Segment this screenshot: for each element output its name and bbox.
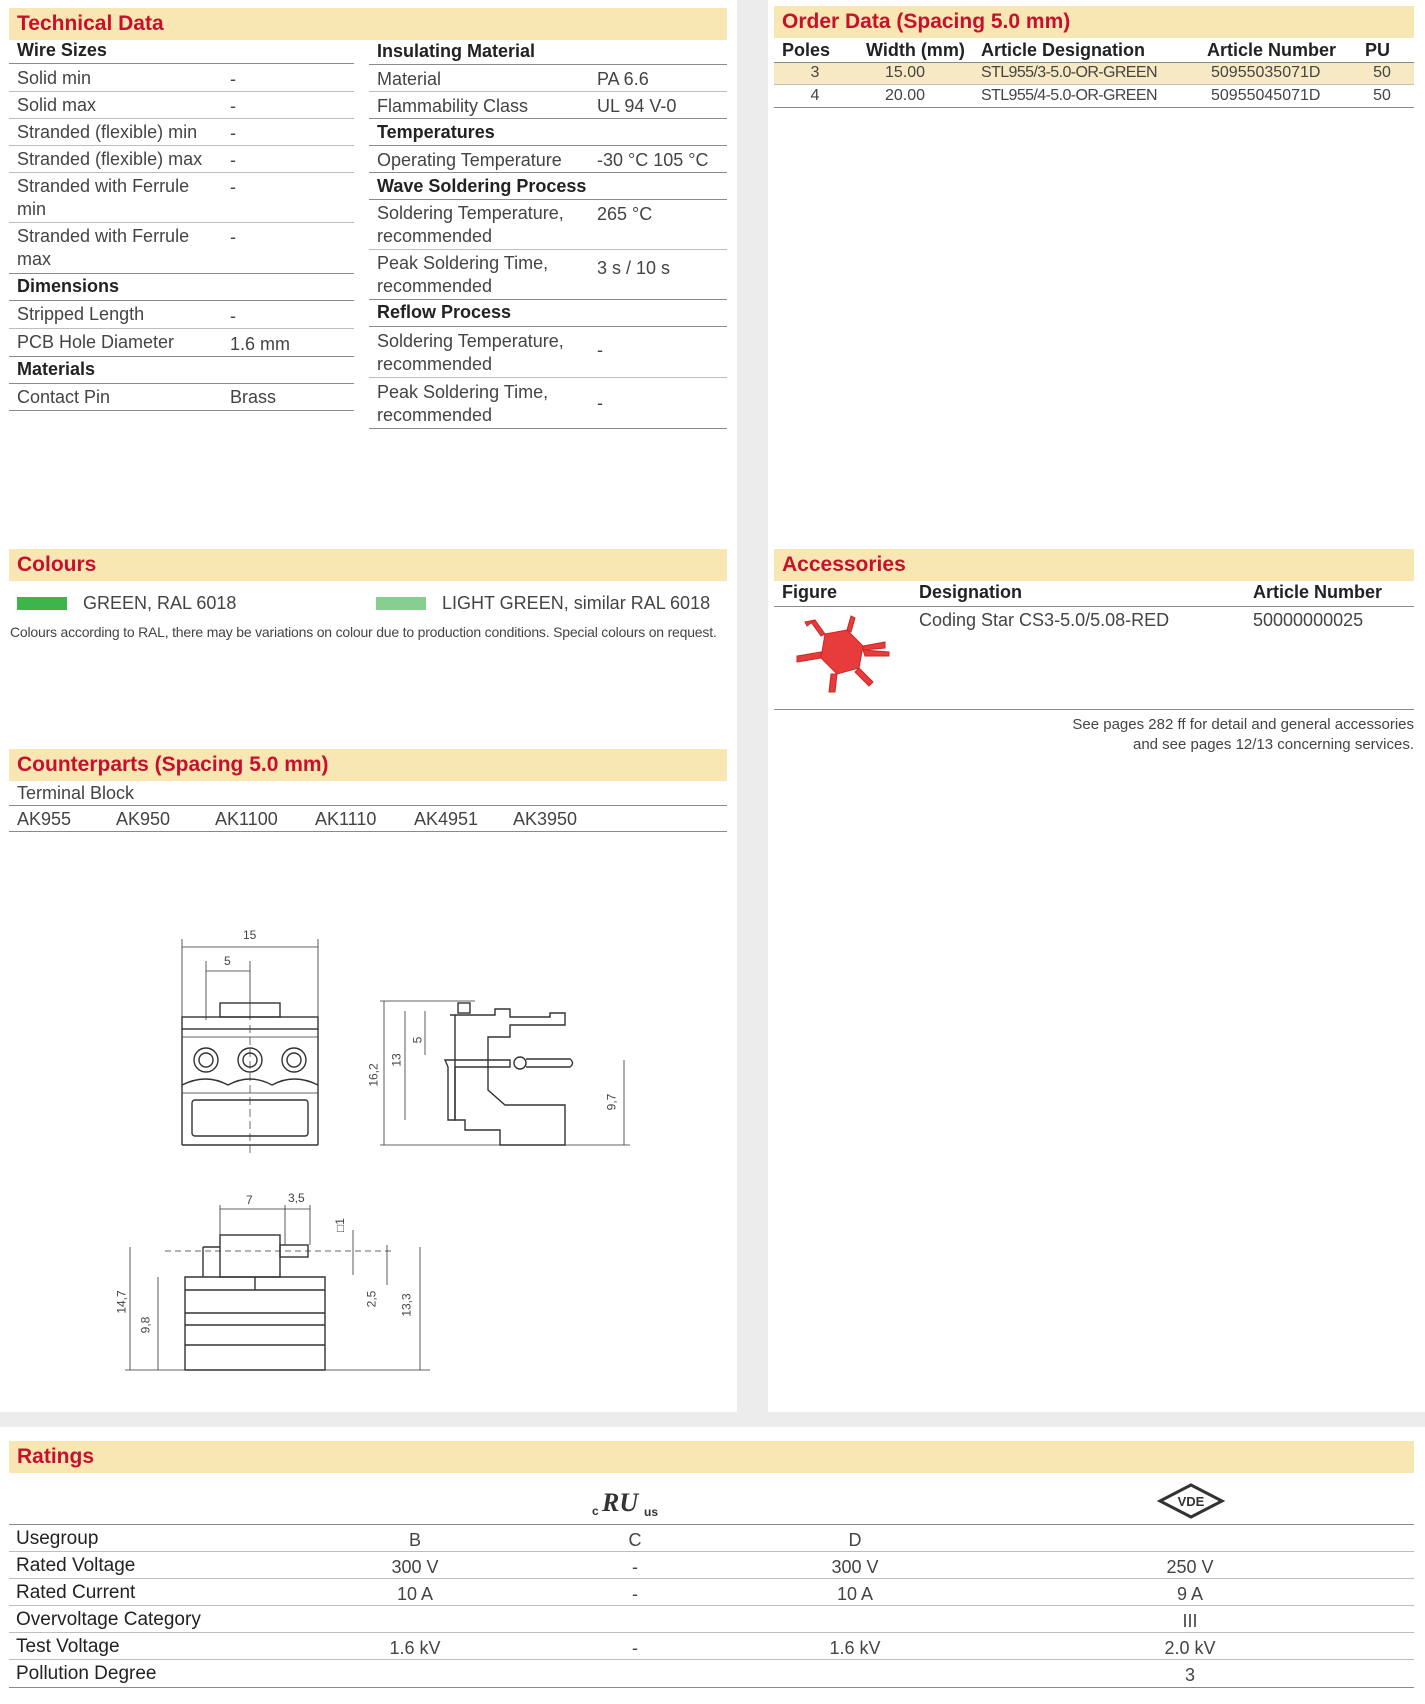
bottom-dim-98: 9,8 xyxy=(138,1316,153,1334)
temperatures-heading: Temperatures xyxy=(377,122,495,142)
order-header-designation: Article Designation xyxy=(981,40,1146,60)
ratings-usegroup-label: Usegroup xyxy=(16,1528,99,1549)
ratings-current-b: 10 A xyxy=(396,1584,434,1604)
contact-pin-label: Contact Pin xyxy=(17,387,111,407)
reflow-temp-label-2: recommended xyxy=(377,354,493,374)
insulating-heading: Insulating Material xyxy=(377,41,536,61)
side-view-drawing xyxy=(380,995,630,1150)
green-label: GREEN, RAL 6018 xyxy=(83,593,237,613)
stranded-min-label: Stranded (flexible) min xyxy=(17,122,198,142)
order-header-article: Article Number xyxy=(1207,40,1337,60)
ratings-current-c: - xyxy=(632,1584,638,1604)
front-pitch-dim: 5 xyxy=(224,954,231,968)
solid-max-value: - xyxy=(230,96,236,116)
wave-time-label-1: Peak Soldering Time, xyxy=(377,253,549,273)
bottom-dim-35: 3,5 xyxy=(288,1191,305,1205)
counterparts-subheading: Terminal Block xyxy=(17,783,135,803)
materials-heading: Materials xyxy=(17,359,96,379)
reflow-temp-value: - xyxy=(597,340,603,360)
ratings-test-voltage-label: Test Voltage xyxy=(16,1636,120,1657)
pcb-hole-label: PCB Hole Diameter xyxy=(17,332,175,352)
order-row-2-designation: STL955/4-5.0-OR-GREEN xyxy=(981,87,1157,104)
side-height-dim: 16,2 xyxy=(366,1063,381,1087)
vde-mark-icon xyxy=(1156,1482,1226,1520)
counterpart-ak955: AK955 xyxy=(17,809,72,829)
bottom-dim-147: 14,7 xyxy=(114,1290,129,1314)
ratings-voltage-b: 300 V xyxy=(391,1557,439,1577)
front-view-drawing xyxy=(170,925,330,1155)
dimensions-heading: Dimensions xyxy=(17,276,120,296)
wave-time-label-2: recommended xyxy=(377,276,493,296)
reflow-time-label-1: Peak Soldering Time, xyxy=(377,382,549,402)
ratings-voltage-d: 300 V xyxy=(831,1557,879,1577)
accessories-header-designation: Designation xyxy=(919,582,1023,602)
stranded-max-value: - xyxy=(230,150,236,170)
order-row-1-width: 15.00 xyxy=(884,64,926,81)
side-inner-dim: 13 xyxy=(389,1053,404,1067)
accessories-note-1: See pages 282 ff for detail and general accessories xyxy=(1072,716,1414,733)
ul-mark-ul: RU xyxy=(602,1488,639,1517)
ratings-current-vde: 9 A xyxy=(1176,1584,1204,1604)
ratings-overvoltage-vde: III xyxy=(1182,1611,1198,1631)
material-label: Material xyxy=(377,69,442,89)
side-top-dim: 5 xyxy=(410,1036,425,1044)
bottom-dim-133: 13,3 xyxy=(399,1293,414,1317)
ferrule-min-label-1: Stranded with Ferrule xyxy=(17,176,190,196)
material-value: PA 6.6 xyxy=(597,69,649,89)
ratings-overvoltage-label: Overvoltage Category xyxy=(16,1609,201,1630)
wave-temp-label-1: Soldering Temperature, xyxy=(377,203,564,223)
ferrule-min-value: - xyxy=(230,177,236,197)
operating-temp-label: Operating Temperature xyxy=(377,150,562,170)
ul-mark-us: us xyxy=(644,1505,659,1519)
ratings-title: Ratings xyxy=(9,1441,1414,1473)
accessories-header-figure: Figure xyxy=(782,582,838,602)
technical-data-title: Technical Data xyxy=(9,8,727,40)
green-swatch xyxy=(17,597,67,610)
coding-star-icon xyxy=(785,612,903,698)
colours-title: Colours xyxy=(9,549,727,581)
solid-max-label: Solid max xyxy=(17,95,97,115)
reflow-heading: Reflow Process xyxy=(377,302,512,322)
order-row-1-pu: 50 xyxy=(1373,64,1391,81)
contact-pin-value: Brass xyxy=(230,387,277,407)
order-row-1-article: 50955035071D xyxy=(1211,64,1321,81)
counterpart-ak1100: AK1100 xyxy=(215,809,278,829)
vde-mark-text: VDE xyxy=(1177,1494,1205,1509)
order-row-2-poles: 4 xyxy=(810,87,820,104)
bottom-view-drawing xyxy=(125,1195,430,1375)
right-panel xyxy=(768,0,1425,1412)
accessories-note-2: and see pages 12/13 concerning services. xyxy=(1132,736,1414,753)
ratings-test-voltage-d: 1.6 kV xyxy=(829,1638,881,1658)
order-row-2-pu: 50 xyxy=(1373,87,1391,104)
ratings-usegroup-b: B xyxy=(408,1530,421,1550)
pcb-hole-value: 1.6 mm xyxy=(230,334,291,354)
ratings-test-voltage-vde: 2.0 kV xyxy=(1164,1638,1216,1658)
wave-temp-label-2: recommended xyxy=(377,226,493,246)
ferrule-max-label-2: max xyxy=(17,249,52,269)
wave-temp-value: 265 °C xyxy=(597,204,653,224)
accessory-designation: Coding Star CS3-5.0/5.08-RED xyxy=(919,610,1170,630)
accessory-article-number: 50000000025 xyxy=(1253,610,1364,630)
flammability-value: UL 94 V-0 xyxy=(597,96,677,116)
ferrule-max-value: - xyxy=(230,227,236,247)
order-header-poles: Poles xyxy=(782,40,831,60)
ratings-pollution-label: Pollution Degree xyxy=(16,1663,157,1684)
light-green-label: LIGHT GREEN, similar RAL 6018 xyxy=(442,593,711,613)
ratings-test-voltage-b: 1.6 kV xyxy=(389,1638,441,1658)
order-row-2-width: 20.00 xyxy=(884,87,926,104)
bottom-dim-25: 2,5 xyxy=(364,1290,379,1308)
ferrule-max-label-1: Stranded with Ferrule xyxy=(17,226,190,246)
ratings-current-label: Rated Current xyxy=(16,1582,136,1603)
bottom-dim-1: □1 xyxy=(332,1218,347,1232)
wave-soldering-heading: Wave Soldering Process xyxy=(377,176,587,196)
solid-min-value: - xyxy=(230,69,236,89)
order-row-1-designation: STL955/3-5.0-OR-GREEN xyxy=(981,64,1157,81)
ul-mark-c: c xyxy=(592,1504,599,1518)
ratings-voltage-vde: 250 V xyxy=(1166,1557,1214,1577)
colours-note: Colours according to RAL, there may be variations on colour due to production conditions. Special colours on request. xyxy=(10,624,717,640)
order-header-width: Width (mm) xyxy=(866,40,965,60)
order-row-2-article: 50955045071D xyxy=(1211,87,1321,104)
counterpart-ak950: AK950 xyxy=(116,809,171,829)
stripped-length-value: - xyxy=(230,306,236,326)
counterpart-ak3950: AK3950 xyxy=(513,809,578,829)
stripped-length-label: Stripped Length xyxy=(17,304,145,324)
wave-time-value: 3 s / 10 s xyxy=(597,258,671,278)
wire-sizes-heading: Wire Sizes xyxy=(17,40,107,60)
reflow-time-label-2: recommended xyxy=(377,405,493,425)
ratings-pollution-vde: 3 xyxy=(1184,1665,1195,1685)
ratings-usegroup-d: D xyxy=(848,1530,862,1550)
light-green-swatch xyxy=(376,597,426,610)
accessories-header-article: Article Number xyxy=(1253,582,1383,602)
ratings-voltage-label: Rated Voltage xyxy=(16,1555,136,1576)
operating-temp-value: -30 °C 105 °C xyxy=(597,150,709,170)
flammability-label: Flammability Class xyxy=(377,96,529,116)
counterparts-title: Counterparts (Spacing 5.0 mm) xyxy=(9,749,727,781)
ferrule-min-label-2: min xyxy=(17,199,47,219)
reflow-temp-label-1: Soldering Temperature, xyxy=(377,331,564,351)
ul-mark-icon xyxy=(592,1487,668,1519)
front-width-dim: 15 xyxy=(243,928,257,942)
reflow-time-value: - xyxy=(597,393,603,413)
order-header-pu: PU xyxy=(1365,40,1391,60)
stranded-min-value: - xyxy=(230,123,236,143)
counterpart-ak1110: AK1110 xyxy=(315,809,377,829)
ratings-usegroup-c: C xyxy=(628,1530,642,1550)
side-pin-dim: 9,7 xyxy=(604,1093,619,1111)
order-row-1-poles: 3 xyxy=(810,64,820,81)
accessories-title: Accessories xyxy=(774,549,1414,581)
ratings-test-voltage-c: - xyxy=(632,1638,638,1658)
solid-min-label: Solid min xyxy=(17,68,92,88)
ratings-current-d: 10 A xyxy=(836,1584,874,1604)
stranded-max-label: Stranded (flexible) max xyxy=(17,149,203,169)
counterpart-ak4951: AK4951 xyxy=(414,809,479,829)
ratings-voltage-c: - xyxy=(632,1557,638,1577)
bottom-dim-7: 7 xyxy=(246,1193,253,1207)
order-data-title: Order Data (Spacing 5.0 mm) xyxy=(774,6,1414,38)
